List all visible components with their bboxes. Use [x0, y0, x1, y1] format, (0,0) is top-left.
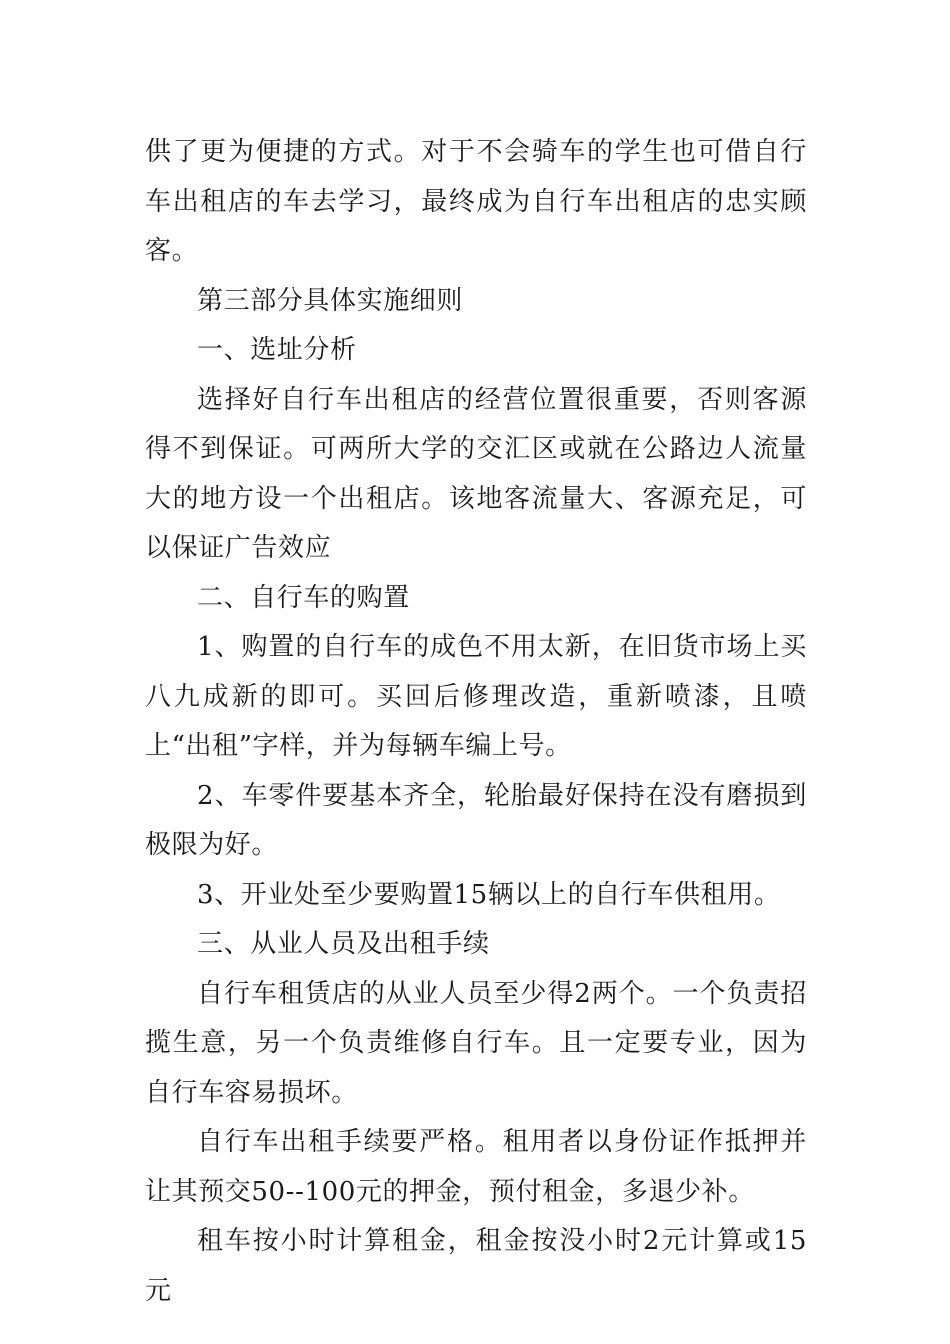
list-item-purchase-3: 3、开业处至少要购置15辆以上的自行车供租用。: [197, 879, 781, 910]
subheading-staff-procedures: 三、从业人员及出租手续: [197, 929, 490, 959]
section-heading-part-three: 第三部分具体实施细则: [197, 285, 464, 316]
paragraph-rental-fees: 租车按小时计算租金，租金按没小时2元计算或15元: [145, 1226, 807, 1306]
document-body: [145, 128, 807, 1316]
paragraph-staff: 自行车租赁店的从业人员至少得2两个。一个负责招揽生意，另一个负责维修自行车。且一定要专业，因为自行车容易损坏。: [145, 978, 807, 1108]
list-item-purchase-2: 2、车零件要基本齐全，轮胎最好保持在没有磨损到极限为好。: [145, 780, 807, 860]
subheading-bike-purchase: 二、自行车的购置: [197, 582, 410, 613]
paragraph-rental-procedures: 自行车出租手续要严格。租用者以身份证作抵押并让其预交50--100元的押金，预付租金，多退少补。: [145, 1127, 807, 1207]
paragraph-continuation: 供了更为便捷的方式。对于不会骑车的学生也可借自行车出租店的车去学习，最终成为自行车出租店的忠实顾客。: [145, 137, 807, 266]
subheading-site-analysis: 一、选址分析: [197, 335, 357, 365]
list-item-purchase-1: 1、购置的自行车的成色不用太新，在旧货市场上买八九成新的即可。买回后修理改造，重新喷漆，且喷上“出租”字样，并为每辆车编上号。: [145, 632, 807, 761]
paragraph-site-analysis: 选择好自行车出租店的经营位置很重要，否则客源得不到保证。可两所大学的交汇区或就在公路边人流量大的地方设一个出租店。该地客流量大、客源充足，可以保证广告效应: [145, 384, 807, 563]
